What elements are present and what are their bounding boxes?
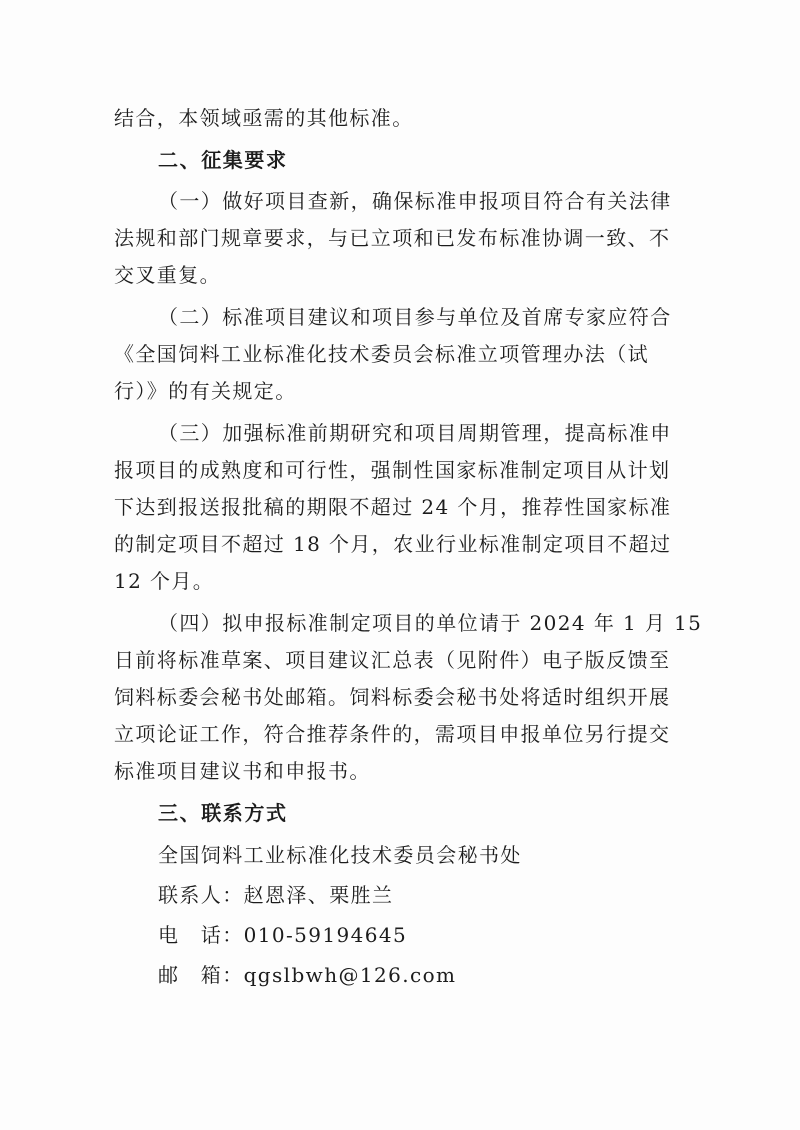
paragraph-line: 报项目的成熟度和可行性，强制性国家标准制定项目从计划: [114, 458, 671, 482]
paragraph-item-3: [114, 415, 694, 600]
paragraph-line: （三）加强标准前期研究和项目周期管理，提高标准申: [158, 421, 672, 445]
paragraph-line: 《全国饲料工业标准化技术委员会标准立项管理办法（试: [114, 342, 649, 366]
paragraph-line: 交叉重复。: [114, 263, 221, 287]
section-heading-requirements: 二、征集要求: [158, 148, 288, 172]
contact-person: 联系人：赵恩泽、栗胜兰: [158, 883, 394, 907]
paragraph-line: 行）》的有关规定。: [114, 379, 297, 403]
phone-label: 电 话：: [158, 923, 244, 947]
paragraph-line: 标准项目建议书和申报书。: [114, 759, 371, 783]
email-address: qgslbwh@126.com: [243, 963, 457, 987]
email-label: 邮 箱：: [158, 963, 244, 987]
paragraph-item-2: [114, 299, 694, 410]
paragraph-line: 下达到报送报批稿的期限不超过 24 个月，推荐性国家标准: [114, 495, 672, 519]
document-body: [114, 100, 703, 995]
contact-organization: 全国饲料工业标准化技术委员会秘书处: [158, 843, 522, 867]
paragraph-line: （一）做好项目查新，确保标准申报项目符合有关法律: [158, 189, 672, 213]
contact-block: [114, 835, 694, 995]
paragraph-line: 饲料标委会秘书处邮箱。饲料标委会秘书处将适时组织开展: [114, 685, 671, 709]
paragraph-line: 法规和部门规章要求，与已立项和已发布标准协调一致、不: [114, 226, 671, 250]
paragraph-line: 立项论证工作，符合推荐条件的，需项目申报单位另行提交: [114, 722, 671, 746]
contact-email-row: [114, 955, 694, 995]
continuation-text: 结合，本领域亟需的其他标准。: [114, 106, 414, 130]
section-heading-contact: 三、联系方式: [158, 801, 288, 825]
paragraph-item-4: [114, 605, 703, 790]
paragraph-item-1: [114, 183, 694, 294]
contact-phone-row: [114, 915, 694, 955]
paragraph-line: （四）拟申报标准制定项目的单位请于 2024 年 1 月 15: [158, 611, 703, 635]
paragraph-line: 12 个月。: [114, 569, 215, 593]
phone-number: 010-59194645: [243, 923, 408, 947]
paragraph-line: 日前将标准草案、项目建议汇总表（见附件）电子版反馈至: [114, 648, 671, 672]
paragraph-line: （二）标准项目建议和项目参与单位及首席专家应符合: [158, 305, 672, 329]
paragraph-line: 的制定项目不超过 18 个月，农业行业标准制定项目不超过: [114, 532, 672, 556]
